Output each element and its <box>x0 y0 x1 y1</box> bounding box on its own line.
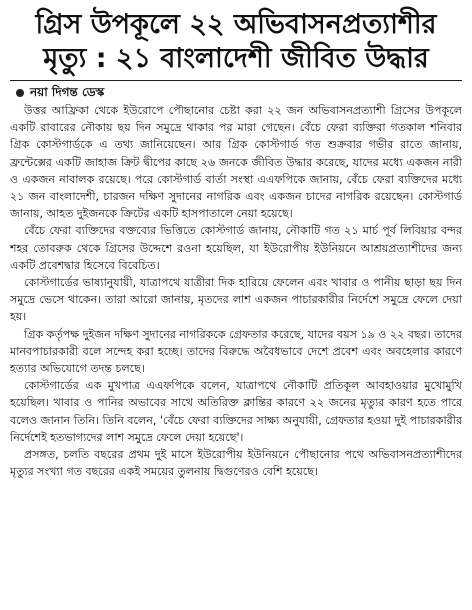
paragraph-4: গ্রিক কর্তৃপক্ষ দুইজন দক্ষিণ সুদানের নাগরিককে গ্রেফতার করেছে, যাদের বয়স ১৯ ও ২২ বছর। তাদের মানবপাচারকারী বলে সন্দেহ করা হচ্ছে। তাদের বিরুদ্ধে অবৈধভাবে দেশে প্রবেশ এবং অবহেলার কারণে হত্যার অভিযোগে তদন্ত চলছে। <box>10 327 462 376</box>
paragraph-6: প্রসঙ্গত, চলতি বছরের প্রথম দুই মাসে ইউরোপীয় ইউনিয়নে পৌছানোর পথে অভিবাসনপ্রত্যাশীদের মৃত্যুর সংখ্যা গত বছরের একই সময়ের তুলনায় দ্বিগুণেরও বেশি হয়েছে। <box>10 448 462 479</box>
headline-line-2: মৃত্যু : ২১ বাংলাদেশী জীবিত উদ্ধার <box>43 43 429 74</box>
headline-divider <box>10 80 462 81</box>
headline-line-1: গ্রিস উপকূলে ২২ অভিবাসনপ্রত্যাশীর <box>35 9 437 40</box>
paragraph-3: কোস্টগার্ডের ভাষ্যানুযায়ী, যাত্রাপথে যাত্রীরা দিক হারিয়ে ফেলেন এবং খাবার ও পানীয় ছাড়া ছয় দিন সমুদ্রে ভেসে থাকেন। তারা আরো জানায়, মৃতদের লাশ একজন পাচারকারীর নির্দেশে সমুদ্রে ফেলে দেয়া হয়। <box>10 276 462 324</box>
bullet-icon <box>16 89 24 97</box>
article-body <box>10 102 462 480</box>
paragraph-2: বেঁচে ফেরা ব্যক্তিদের বক্তব্যের ভিত্তিতে কোস্টগার্ড জানায়, নৌকাটি গত ২১ মার্চ পূর্ব লিবিয়ার বন্দর শহর তোবরুক থেকে গ্রিসের উদ্দেশে রওনা হয়েছিল, যা ইউরোপীয় ইউনিয়নে আশ্রয়প্রত্যাশীদের জন্য একটি প্রবেশদ্বার হিসেবে বিবেচিত। <box>10 224 462 272</box>
paragraph-1: উত্তর আফ্রিকা থেকে ইউরোপে পৌছানোর চেষ্টা করা ২২ জন অভিবাসনপ্রত্যাশী গ্রিসের উপকূলে একটি রাবারের নৌকায় ছয় দিন সমুদ্রে থাকার পর মারা গেছেন। বেঁচে ফেরা ব্যক্তিরা গতকাল শনিবার গ্রিক কোস্টগার্ডকে এ তথ্য জানিয়েছেন। আর গ্রিক কোস্টগার্ড গত শুক্রবার গভীর রাতে জানায়, ফ্রন্টেক্সের একটি জাহাজ ক্রিট দ্বীপের কাছে ২৬ জনকে জীবিত উদ্ধার করেছে, যাদের মধ্যে একজন নারী ও একজন নাবালক রয়েছে। পরে কোস্টগার্ড বার্তা সংস্থা এএফপিকে জানায়, বেঁচে ফেরা ব্যক্তিদের মধ্যে ২১ জন বাংলাদেশী, চারজন দক্ষিণ সুদানের নাগরিক এবং একজন চাদের নাগরিক রয়েছেন। কোস্টগার্ড জানায়, আহত দুইজনকে ক্রিটের একটি হাসপাতালে নেয়া হয়েছে। <box>10 104 462 221</box>
byline-text: নয়া দিগন্ত ডেস্ক <box>30 85 105 99</box>
headline <box>10 8 462 76</box>
paragraph-5: কোস্টগার্ডের এক মুখপাত্র এএফপিকে বলেন, যাত্রাপথে নৌকাটি প্রতিকূল আবহাওয়ার মুখোমুখি হয়েছিল। খাবার ও পানির অভাবের সাথে অতিরিক্ত ক্লান্তির কারণে ২২ জনের মৃত্যুর কারণ হতে পারে বলেও জানান তিনি। তিনি বলেন, 'বেঁচে ফেরা ব্যক্তিদের সাক্ষ্য অনুযায়ী, গ্রেফতার হওয়া দুই পাচারকারীর নির্দেশেই হতভাগ্যদের লাশ সমুদ্রে ফেলে দেয়া হয়েছে'। <box>10 379 462 444</box>
byline <box>10 85 462 100</box>
